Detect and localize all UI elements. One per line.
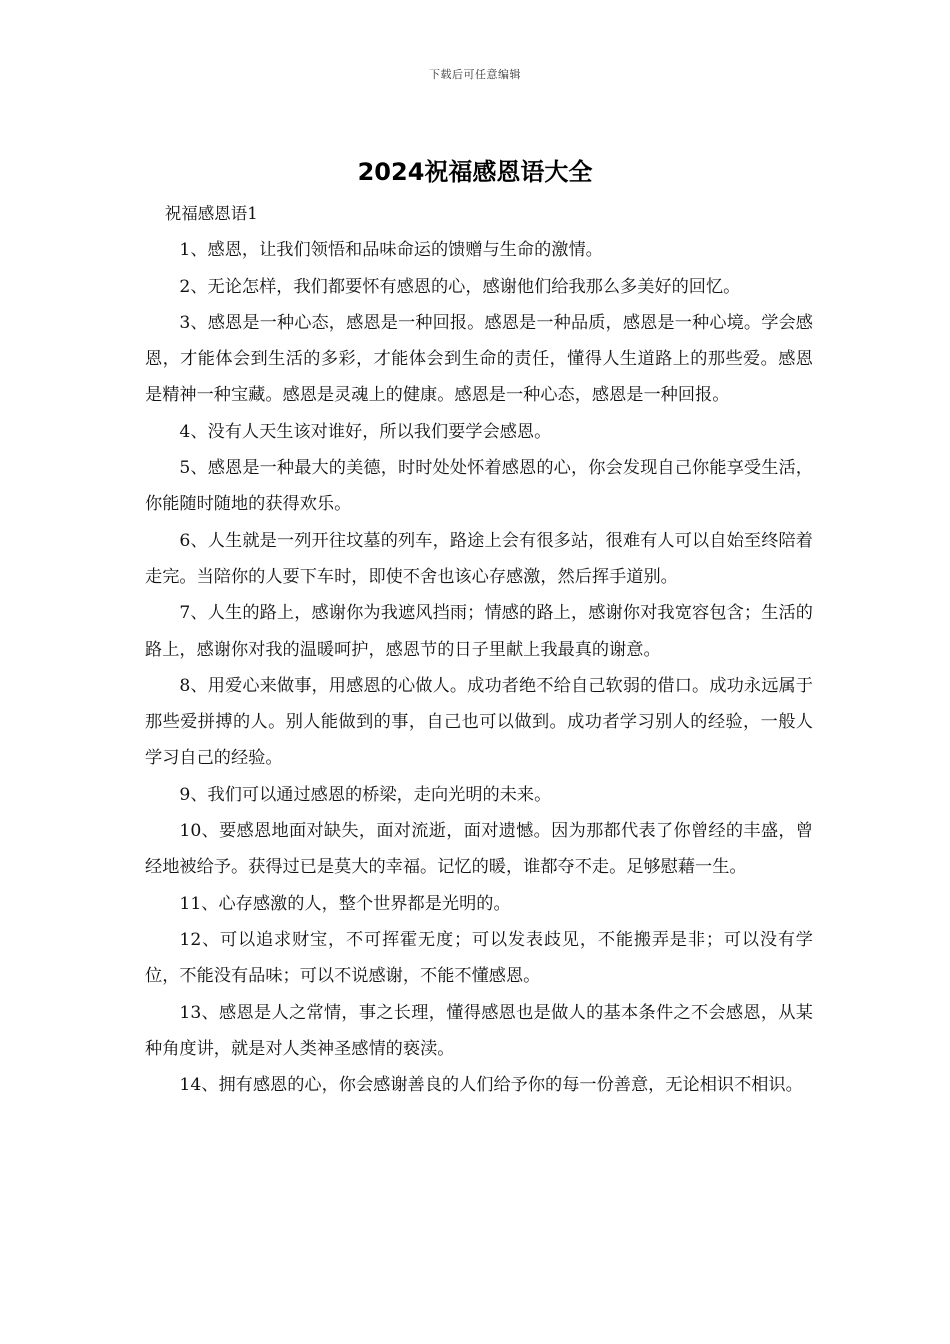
paragraph-13: 13、感恩是人之常情，事之长理，懂得感恩也是做人的基本条件之不会感恩，从某种角度讲，就是对人类神圣感情的亵渎。 — [145, 1002, 813, 1059]
header-note: 下载后可任意编辑 — [429, 68, 521, 81]
paragraph-10: 10、要感恩地面对缺失，面对流逝，面对遗憾。因为那都代表了你曾经的丰盛，曾经地被给予。获得过已是莫大的幸福。记忆的暖，谁都夺不走。足够慰藉一生。 — [145, 821, 813, 878]
paragraph-6: 6、人生就是一列开往坟墓的列车，路途上会有很多站，很难有人可以自始至终陪着走完。当陪你的人要下车时，即使不舍也该心存感激，然后挥手道别。 — [145, 530, 813, 587]
document-body — [145, 196, 813, 1103]
paragraph-3: 3、感恩是一种心态，感恩是一种回报。感恩是一种品质，感恩是一种心境。学会感恩，才能体会到生活的多彩，才能体会到生命的责任，懂得人生道路上的那些爱。感恩是精神一种宝藏。感恩是灵魂上的健康。感恩是一种心态，感恩是一种回报。 — [145, 312, 813, 406]
section-heading: 祝福感恩语1 — [164, 204, 258, 223]
paragraph-11: 11、心存感激的人，整个世界都是光明的。 — [179, 893, 511, 914]
paragraph-2: 2、无论怎样，我们都要怀有感恩的心，感谢他们给我那么多美好的回忆。 — [179, 276, 741, 297]
document-title: 2024祝福感恩语大全 — [357, 158, 593, 186]
paragraph-7: 7、人生的路上，感谢你为我遮风挡雨；情感的路上，感谢你对我宽容包含；生活的路上，感谢你对我的温暖呵护，感恩节的日子里献上我最真的谢意。 — [145, 603, 813, 660]
paragraph-4: 4、没有人天生该对谁好，所以我们要学会感恩。 — [179, 421, 552, 442]
paragraph-9: 9、我们可以通过感恩的桥梁，走向光明的未来。 — [179, 784, 552, 805]
paragraph-12: 12、可以追求财宝，不可挥霍无度；可以发表歧见，不能搬弄是非；可以没有学位，不能没有品味；可以不说感谢，不能不懂感恩。 — [145, 929, 813, 987]
paragraph-5: 5、感恩是一种最大的美德，时时处处怀着感恩的心，你会发现自己你能享受生活，你能随时随地的获得欢乐。 — [145, 458, 813, 515]
paragraph-14: 14、拥有感恩的心，你会感谢善良的人们给予你的每一份善意，无论相识不相识。 — [179, 1075, 803, 1096]
paragraph-8: 8、用爱心来做事，用感恩的心做人。成功者绝不给自己软弱的借口。成功永远属于那些爱拼搏的人。别人能做到的事，自己也可以做到。成功者学习别人的经验，一般人学习自己的经验。 — [145, 675, 813, 769]
paragraph-1: 1、感恩，让我们领悟和品味命运的馈赠与生命的激情。 — [179, 240, 603, 261]
